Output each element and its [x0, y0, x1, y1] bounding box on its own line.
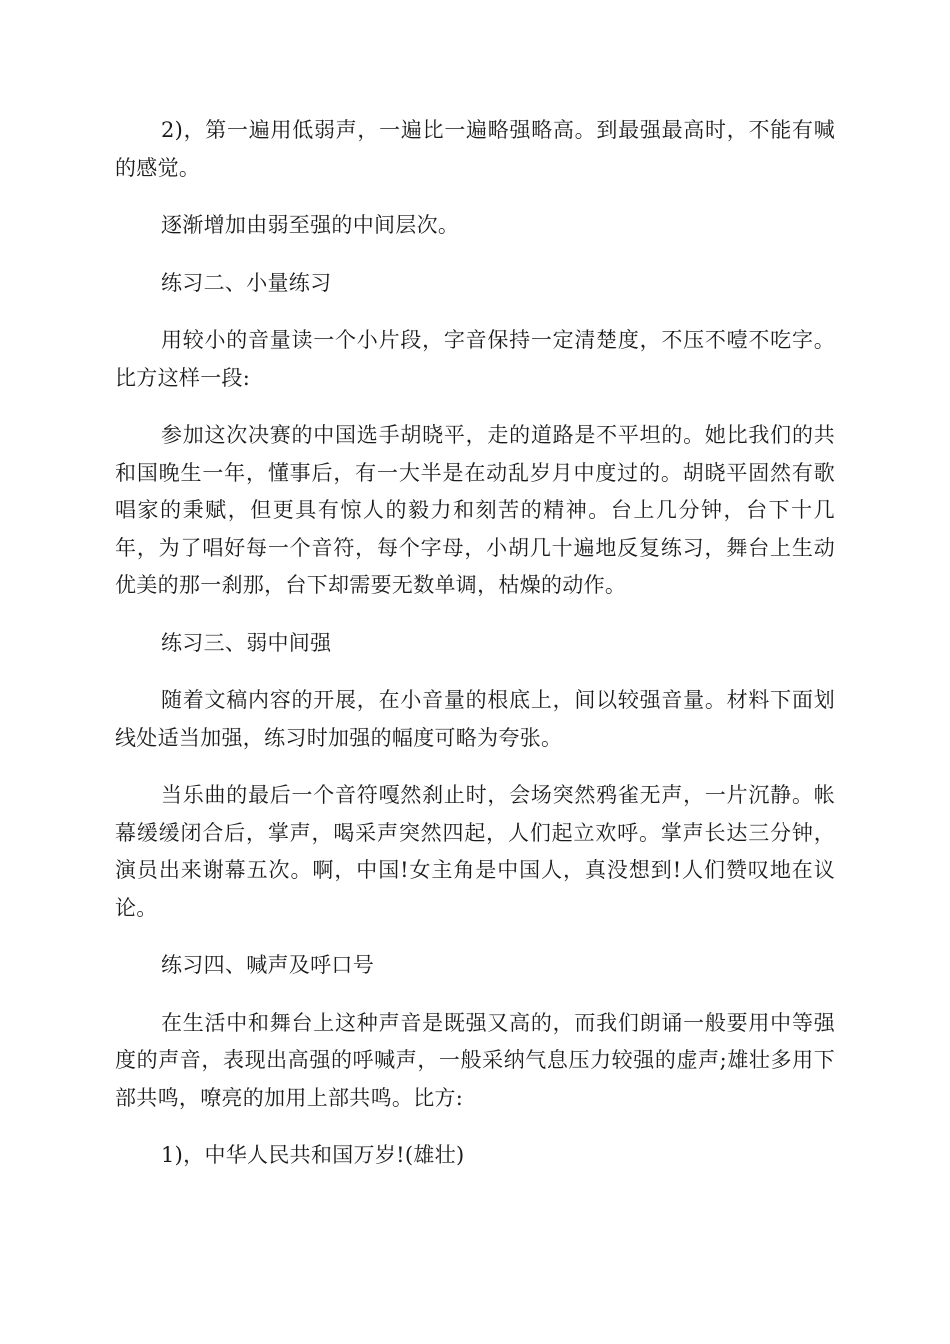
heading-exercise-2: 练习二、小量练习	[161, 270, 332, 295]
paragraph-exercise-3-instruction: 随着文稿内容的开展，在小音量的根底上，间以较强音量。材料下面划线处适当加强，练习时加强的幅度可略为夸张。	[115, 688, 835, 750]
paragraph-sample-text-2: 当乐曲的最后一个音符嘎然刹止时，会场突然鸦雀无声，一片沉静。帐幕缓缓闭合后，掌声，喝采声突然四起，人们起立欢呼。掌声长达三分钟，演员出来谢幕五次。啊，中国!女主角是中国人，真没想到!人们赞叹地在议论。	[115, 783, 835, 920]
heading-exercise-3: 练习三、弱中间强	[161, 630, 332, 655]
paragraph-example-1: 1)，中华人民共和国万岁!(雄壮)	[161, 1143, 465, 1167]
paragraph-step-2: 2)，第一遍用低弱声，一遍比一遍略强略高。到最强最高时，不能有喊的感觉。	[115, 118, 835, 180]
heading-exercise-4: 练习四、喊声及呼口号	[161, 953, 374, 977]
paragraph-gradual-levels: 逐渐增加由弱至强的中间层次。	[161, 213, 460, 237]
paragraph-exercise-4-instruction: 在生活中和舞台上这种声音是既强又高的，而我们朗诵一般要用中等强度的声音，表现出高强的呼喊声，一般采纳气息压力较强的虚声;雄壮多用下部共鸣，嘹亮的加用上部共鸣。比方:	[115, 1010, 835, 1110]
paragraph-sample-text-1: 参加这次决赛的中国选手胡晓平，走的道路是不平坦的。她比我们的共和国晚生一年，懂事后，有一大半是在动乱岁月中度过的。胡晓平固然有歌唱家的秉赋，但更具有惊人的毅力和刻苦的精神。台上几分钟，台下十几年，为了唱好每一个音符，每个字母，小胡几十遍地反复练习，舞台上生动优美的那一刹那，台下却需要无数单调，枯燥的动作。	[115, 423, 835, 597]
document-body	[115, 112, 835, 1195]
paragraph-exercise-2-instruction: 用较小的音量读一个小片段，字音保持一定清楚度，不压不噎不吃字。比方这样一段:	[115, 328, 835, 390]
